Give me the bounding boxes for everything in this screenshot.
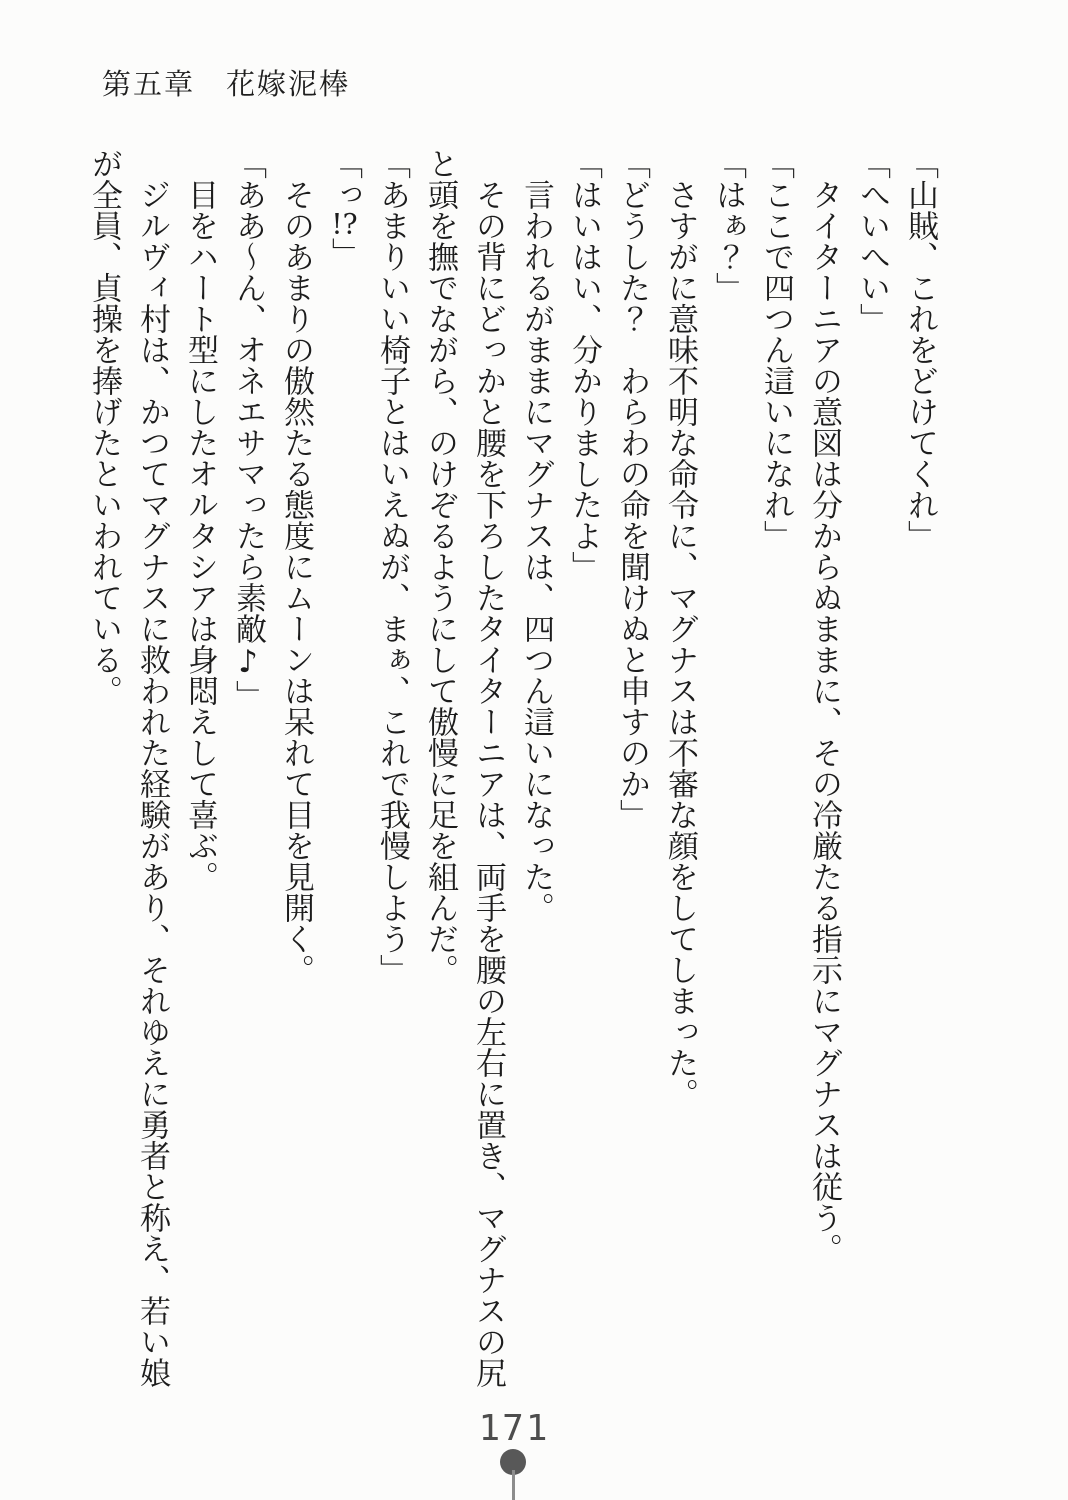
- text-column: と頭を撫でながら、のけぞるようにして傲慢に足を組んだ。: [422, 148, 458, 985]
- text-column: そのあまりの傲然たる態度にムーンは呆れて目を見開く。: [278, 179, 314, 985]
- text-column: 目をハート型にしたオルタシアは身悶えして喜ぶ。: [182, 179, 218, 892]
- text-column: 「はぁ？」: [710, 148, 746, 303]
- text-column: 言われるがままにマグナスは、四つん這いになった。: [518, 179, 554, 923]
- text-column: さすがに意味不明な命令に、マグナスは不審な顔をしてしまった。: [662, 179, 698, 1109]
- tatechuyoko-glyph: !?: [331, 210, 358, 238]
- text-column: 「ここで四つん這いになれ」: [758, 148, 794, 551]
- text-column: 「へいへい」: [854, 148, 890, 334]
- footer-marker-line: [512, 1470, 515, 1500]
- text-column: 「っ!?」: [326, 148, 362, 269]
- text-column: 「山賊、これをどけてくれ」: [902, 148, 938, 551]
- text-column: 「あまりいい椅子とはいえぬが、まぁ、これで我慢しよう」: [374, 148, 410, 985]
- text-column: が全員、貞操を捧げたといわれている。: [86, 148, 122, 706]
- text-column: タイターニアの意図は分からぬままに、その冷厳たる指示にマグナスは従う。: [806, 179, 842, 1264]
- text-column: 「どうした？ わらわの命を聞けぬと申すのか」: [614, 148, 650, 830]
- text-column: 「ああ〜ん、オネエサマったら素敵♪」: [230, 148, 266, 711]
- chapter-header: 第五章 花嫁泥棒: [102, 67, 351, 101]
- text-column: ジルヴィ村は、かつてマグナスに救われた経験があり、それゆえに勇者と称え、若い娘: [134, 179, 170, 1388]
- page-number: 171: [478, 1408, 550, 1449]
- text-column: その背にどっかと腰を下ろしたタイターニアは、両手を腰の左右に置き、マグナスの尻: [470, 179, 506, 1388]
- text-column: 「はいはい、分かりましたよ」: [566, 148, 602, 582]
- body-text: [80, 148, 944, 1400]
